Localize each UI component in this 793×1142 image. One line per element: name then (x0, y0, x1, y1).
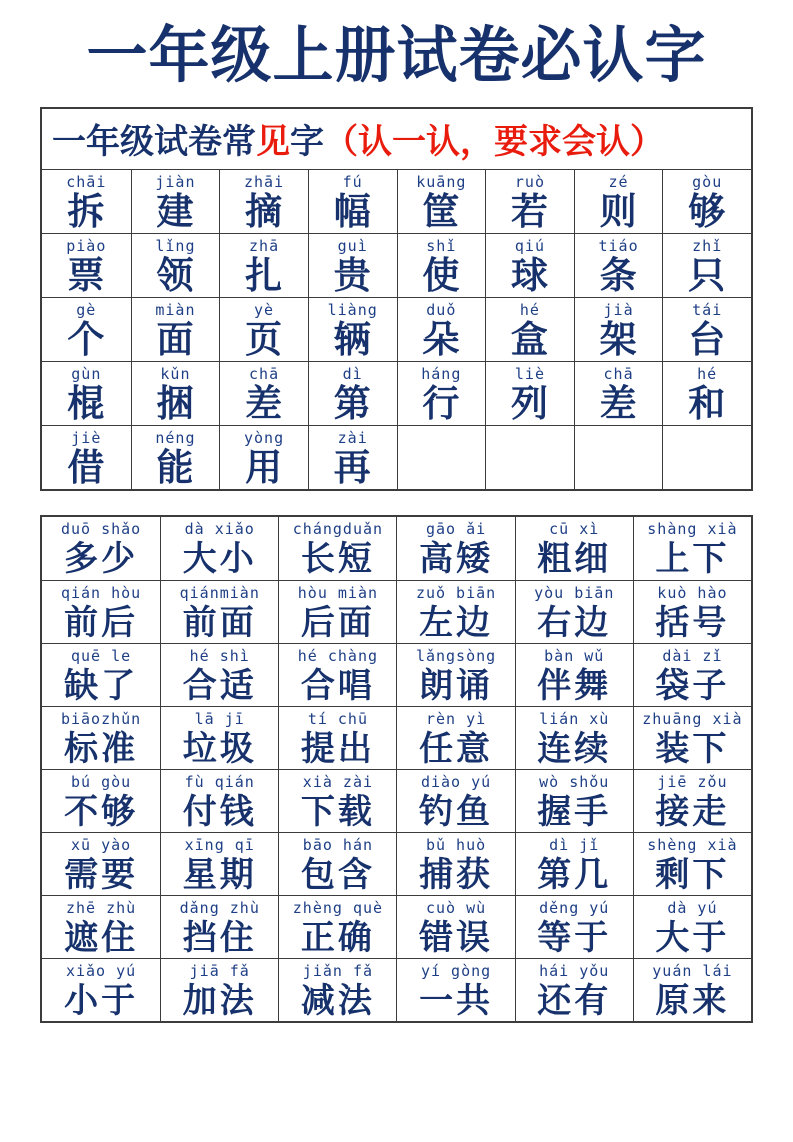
hanzi-label: 个 (67, 318, 106, 360)
hanzi-label: 摘 (245, 190, 284, 232)
char-cell (485, 297, 574, 361)
hanzi-label: 合唱 (300, 666, 375, 705)
char-cell (308, 169, 397, 233)
section-header-segment: （认一认，要求会认） (324, 123, 664, 162)
hanzi-label: 够 (688, 190, 727, 232)
hanzi-label: 棍 (67, 382, 106, 424)
pinyin-label: zhèng què (292, 898, 384, 917)
word-cell (160, 580, 278, 643)
pinyin-label: chā (603, 364, 634, 383)
hanzi-label: 握手 (537, 792, 612, 831)
char-table (42, 169, 751, 489)
char-cell (485, 169, 574, 233)
pinyin-label: shǐ (426, 236, 457, 255)
word-cell (633, 832, 751, 895)
hanzi-label: 扎 (245, 254, 284, 296)
word-cell (633, 895, 751, 958)
char-cell (131, 297, 220, 361)
pinyin-label: hé chàng (297, 646, 379, 665)
word-cell (515, 580, 633, 643)
word-cell (42, 643, 160, 706)
char-cell (397, 361, 486, 425)
char-cell (42, 425, 131, 489)
pinyin-label: hái yǒu (539, 961, 610, 980)
hanzi-label: 大于 (655, 918, 730, 957)
pinyin-label: kuāng (416, 172, 467, 191)
hanzi-label: 加法 (182, 981, 257, 1020)
hanzi-label: 捕获 (419, 855, 494, 894)
hanzi-label: 朗诵 (419, 666, 494, 705)
char-cell (42, 361, 131, 425)
hanzi-label: 挡住 (182, 918, 257, 957)
word-cell (42, 832, 160, 895)
hanzi-label: 面 (156, 318, 195, 360)
hanzi-label: 错误 (419, 918, 494, 957)
hanzi-label: 缺了 (64, 666, 139, 705)
char-section-box (40, 107, 753, 491)
hanzi-label: 再 (333, 446, 372, 488)
pinyin-label: zhāi (244, 172, 285, 191)
hanzi-label: 正确 (300, 918, 375, 957)
word-cell (396, 832, 514, 895)
pinyin-label: piào (66, 236, 107, 255)
word-cell (160, 706, 278, 769)
pinyin-label: jiǎn fǎ (302, 961, 374, 980)
word-table (42, 517, 751, 1021)
char-cell (131, 169, 220, 233)
char-cell (42, 297, 131, 361)
pinyin-label: duō shǎo (60, 519, 142, 538)
pinyin-label: jiā fǎ (189, 961, 250, 980)
pinyin-label: liè (514, 364, 545, 383)
pinyin-label: rèn yì (425, 709, 487, 728)
pinyin-label: qián hòu (60, 583, 142, 602)
char-cell (574, 169, 663, 233)
char-cell (308, 297, 397, 361)
word-cell (515, 958, 633, 1021)
char-cell (662, 297, 751, 361)
pinyin-label: lián xù (539, 709, 610, 728)
word-cell (396, 580, 514, 643)
pinyin-label: děng yú (539, 898, 610, 917)
hanzi-label: 第 (333, 382, 372, 424)
hanzi-label: 筐 (422, 190, 461, 232)
hanzi-label: 列 (510, 382, 549, 424)
char-cell (131, 425, 220, 489)
char-cell (397, 297, 486, 361)
pinyin-label: hé shì (189, 646, 250, 665)
hanzi-label: 钓鱼 (419, 792, 494, 831)
pinyin-label: dà xiǎo (184, 519, 255, 538)
hanzi-label: 用 (245, 446, 284, 488)
hanzi-label: 借 (67, 446, 106, 488)
char-cell (131, 233, 220, 297)
pinyin-label: gùn (71, 364, 102, 383)
pinyin-label: néng (155, 428, 196, 447)
hanzi-label: 台 (688, 318, 727, 360)
word-cell (278, 958, 396, 1021)
pinyin-label: xià zài (302, 772, 374, 791)
hanzi-label: 建 (156, 190, 195, 232)
char-cell (662, 425, 751, 489)
pinyin-label: bāo hán (302, 835, 374, 854)
char-cell (574, 425, 663, 489)
hanzi-label: 多少 (64, 539, 139, 578)
word-cell (633, 580, 751, 643)
hanzi-label: 等于 (537, 918, 612, 957)
word-cell (160, 769, 278, 832)
pinyin-label: kuò hào (657, 583, 728, 602)
pinyin-label: quē le (70, 646, 132, 665)
pinyin-label: lǐng (155, 236, 196, 255)
hanzi-label: 遮住 (64, 918, 139, 957)
pinyin-label: dì (342, 364, 363, 383)
pinyin-label: tiáo (598, 236, 639, 255)
pinyin-label: háng (421, 364, 462, 383)
pinyin-label: hé (519, 300, 540, 319)
pinyin-label: zhā (249, 236, 280, 255)
pinyin-label: qiánmiàn (179, 583, 260, 602)
word-cell (396, 643, 514, 706)
char-cell (574, 297, 663, 361)
hanzi-label: 任意 (419, 729, 494, 768)
hanzi-label: 垃圾 (182, 729, 257, 768)
hanzi-label: 连续 (537, 729, 612, 768)
hanzi-label: 前面 (182, 603, 257, 642)
word-cell (278, 580, 396, 643)
pinyin-label: kǔn (160, 364, 191, 383)
pinyin-label: bàn wǔ (544, 646, 605, 665)
pinyin-label: zé (608, 172, 629, 191)
word-cell (42, 958, 160, 1021)
pinyin-label: miàn (155, 300, 196, 319)
hanzi-label: 右边 (537, 603, 612, 642)
pinyin-label: tí chū (307, 709, 368, 728)
section-header (42, 109, 751, 169)
char-cell (308, 361, 397, 425)
word-cell (396, 769, 514, 832)
word-cell (396, 895, 514, 958)
hanzi-label: 页 (245, 318, 284, 360)
pinyin-label: bǔ huò (425, 835, 487, 854)
hanzi-label: 原来 (655, 981, 730, 1020)
hanzi-label: 剩下 (655, 855, 730, 894)
pinyin-label: chāi (66, 172, 107, 191)
char-cell (485, 425, 574, 489)
word-cell (278, 517, 396, 580)
hanzi-label: 能 (156, 446, 195, 488)
section-header-segment: 见 (256, 123, 290, 162)
pinyin-label: yòng (244, 428, 285, 447)
pinyin-label: hé (697, 364, 718, 383)
word-cell (278, 706, 396, 769)
hanzi-label: 减法 (300, 981, 375, 1020)
hanzi-label: 合适 (182, 666, 257, 705)
hanzi-label: 上下 (655, 539, 730, 578)
hanzi-label: 长短 (300, 539, 375, 578)
pinyin-label: jiàn (155, 172, 196, 191)
hanzi-label: 差 (245, 382, 284, 424)
hanzi-label: 提出 (300, 729, 375, 768)
hanzi-label: 朵 (422, 318, 461, 360)
pinyin-label: diào yú (420, 772, 492, 791)
char-cell (397, 233, 486, 297)
pinyin-label: jiè (71, 428, 102, 447)
pinyin-label: bú gòu (70, 772, 132, 791)
word-cell (160, 643, 278, 706)
char-cell (219, 233, 308, 297)
hanzi-label: 行 (422, 382, 461, 424)
pinyin-label: chā (249, 364, 280, 383)
hanzi-label: 粗细 (537, 539, 612, 578)
word-cell (396, 958, 514, 1021)
hanzi-label: 捆 (156, 382, 195, 424)
pinyin-label: gāo ǎi (425, 519, 487, 538)
hanzi-label: 球 (510, 254, 549, 296)
pinyin-label: chángduǎn (292, 519, 384, 538)
pinyin-label: shàng xià (647, 519, 738, 538)
pinyin-label: dài zǐ (662, 646, 723, 665)
hanzi-label: 袋子 (655, 666, 730, 705)
pinyin-label: xū yào (70, 835, 132, 854)
pinyin-label: xīng qī (184, 835, 255, 854)
pinyin-label: dì jǐ (549, 835, 600, 854)
hanzi-label: 不够 (64, 792, 139, 831)
hanzi-label: 需要 (64, 855, 139, 894)
word-cell (42, 895, 160, 958)
word-cell (396, 706, 514, 769)
hanzi-label: 条 (599, 254, 638, 296)
word-cell (515, 517, 633, 580)
worksheet-page (0, 20, 793, 1023)
word-cell (160, 958, 278, 1021)
char-cell (662, 361, 751, 425)
word-cell (278, 643, 396, 706)
hanzi-label: 前后 (64, 603, 139, 642)
char-cell (219, 425, 308, 489)
hanzi-label: 只 (688, 254, 727, 296)
hanzi-label: 包含 (300, 855, 375, 894)
pinyin-label: zài (337, 428, 368, 447)
hanzi-label: 则 (599, 190, 638, 232)
word-cell (278, 769, 396, 832)
char-cell (662, 233, 751, 297)
hanzi-label: 后面 (300, 603, 375, 642)
hanzi-label: 大小 (182, 539, 257, 578)
char-cell (219, 361, 308, 425)
pinyin-label: zhuāng xià (642, 709, 743, 728)
char-cell (308, 233, 397, 297)
char-cell (485, 233, 574, 297)
pinyin-label: hòu miàn (297, 583, 379, 602)
word-cell (396, 517, 514, 580)
word-cell (278, 832, 396, 895)
pinyin-label: duǒ (426, 300, 457, 319)
word-section-box (40, 515, 753, 1023)
pinyin-label: lǎngsòng (415, 646, 497, 665)
char-cell (662, 169, 751, 233)
hanzi-label: 若 (510, 190, 549, 232)
hanzi-label: 票 (67, 254, 106, 296)
pinyin-label: fú (342, 172, 363, 191)
hanzi-label: 一共 (419, 981, 494, 1020)
hanzi-label: 括号 (655, 603, 730, 642)
pinyin-label: cū xì (549, 519, 600, 538)
char-cell (574, 233, 663, 297)
word-cell (515, 895, 633, 958)
hanzi-label: 还有 (537, 981, 612, 1020)
char-cell (219, 169, 308, 233)
word-cell (633, 517, 751, 580)
pinyin-label: fù qián (184, 772, 255, 791)
pinyin-label: jiē zǒu (657, 772, 728, 791)
word-cell (515, 706, 633, 769)
word-cell (42, 769, 160, 832)
hanzi-label: 下载 (300, 792, 375, 831)
pinyin-label: cuò wù (425, 898, 487, 917)
char-cell (219, 297, 308, 361)
word-cell (42, 517, 160, 580)
char-cell (574, 361, 663, 425)
word-cell (515, 832, 633, 895)
word-cell (633, 769, 751, 832)
hanzi-label: 拆 (67, 190, 106, 232)
word-cell (42, 580, 160, 643)
pinyin-label: guì (337, 236, 368, 255)
hanzi-label: 星期 (182, 855, 257, 894)
pinyin-label: zuǒ biān (415, 583, 497, 602)
hanzi-label: 伴舞 (537, 666, 612, 705)
section-header-segment: 一年级试卷常 (52, 123, 256, 162)
pinyin-label: biāozhǔn (60, 709, 142, 728)
word-cell (42, 706, 160, 769)
page-title: 一年级上册试卷必认字 (86, 21, 707, 89)
word-cell (633, 958, 751, 1021)
pinyin-label: shèng xià (647, 835, 738, 854)
char-cell (485, 361, 574, 425)
pinyin-label: xiǎo yú (65, 961, 137, 980)
word-cell (278, 895, 396, 958)
hanzi-label: 盒 (510, 318, 549, 360)
hanzi-label: 架 (599, 318, 638, 360)
hanzi-label: 装下 (655, 729, 730, 768)
char-cell (397, 169, 486, 233)
hanzi-label: 接走 (655, 792, 730, 831)
char-cell (42, 169, 131, 233)
word-cell (160, 895, 278, 958)
char-cell (42, 233, 131, 297)
hanzi-label: 和 (688, 382, 727, 424)
hanzi-label: 领 (156, 254, 195, 296)
pinyin-label: zhǐ (692, 236, 723, 255)
hanzi-label: 左边 (419, 603, 494, 642)
pinyin-label: zhē zhù (65, 898, 137, 917)
hanzi-label: 幅 (333, 190, 372, 232)
hanzi-label: 付钱 (182, 792, 257, 831)
pinyin-label: lā jī (194, 709, 245, 728)
word-cell (515, 643, 633, 706)
pinyin-label: gè (76, 300, 97, 319)
hanzi-label: 差 (599, 382, 638, 424)
hanzi-label: 使 (422, 254, 461, 296)
char-cell (397, 425, 486, 489)
word-cell (633, 706, 751, 769)
hanzi-label: 小于 (64, 981, 139, 1020)
pinyin-label: dǎng zhù (179, 898, 260, 917)
pinyin-label: qiú (514, 236, 545, 255)
pinyin-label: yuán lái (652, 961, 733, 980)
pinyin-label: dà yú (667, 898, 718, 917)
word-cell (160, 517, 278, 580)
word-cell (160, 832, 278, 895)
word-cell (515, 769, 633, 832)
pinyin-label: ruò (514, 172, 545, 191)
hanzi-label: 高矮 (419, 539, 494, 578)
hanzi-label: 辆 (333, 318, 372, 360)
hanzi-label: 第几 (537, 855, 612, 894)
pinyin-label: liàng (327, 300, 378, 319)
hanzi-label: 标准 (64, 729, 139, 768)
pinyin-label: wò shǒu (539, 772, 610, 791)
pinyin-label: yòu biān (534, 583, 615, 602)
pinyin-label: gòu (692, 172, 723, 191)
char-cell (308, 425, 397, 489)
section-header-segment: 字 (290, 123, 324, 162)
char-cell (131, 361, 220, 425)
pinyin-label: tái (692, 300, 723, 319)
word-cell (633, 643, 751, 706)
pinyin-label: jià (603, 300, 634, 319)
hanzi-label: 贵 (333, 254, 372, 296)
pinyin-label: yè (254, 300, 275, 319)
pinyin-label: yí gòng (420, 961, 492, 980)
